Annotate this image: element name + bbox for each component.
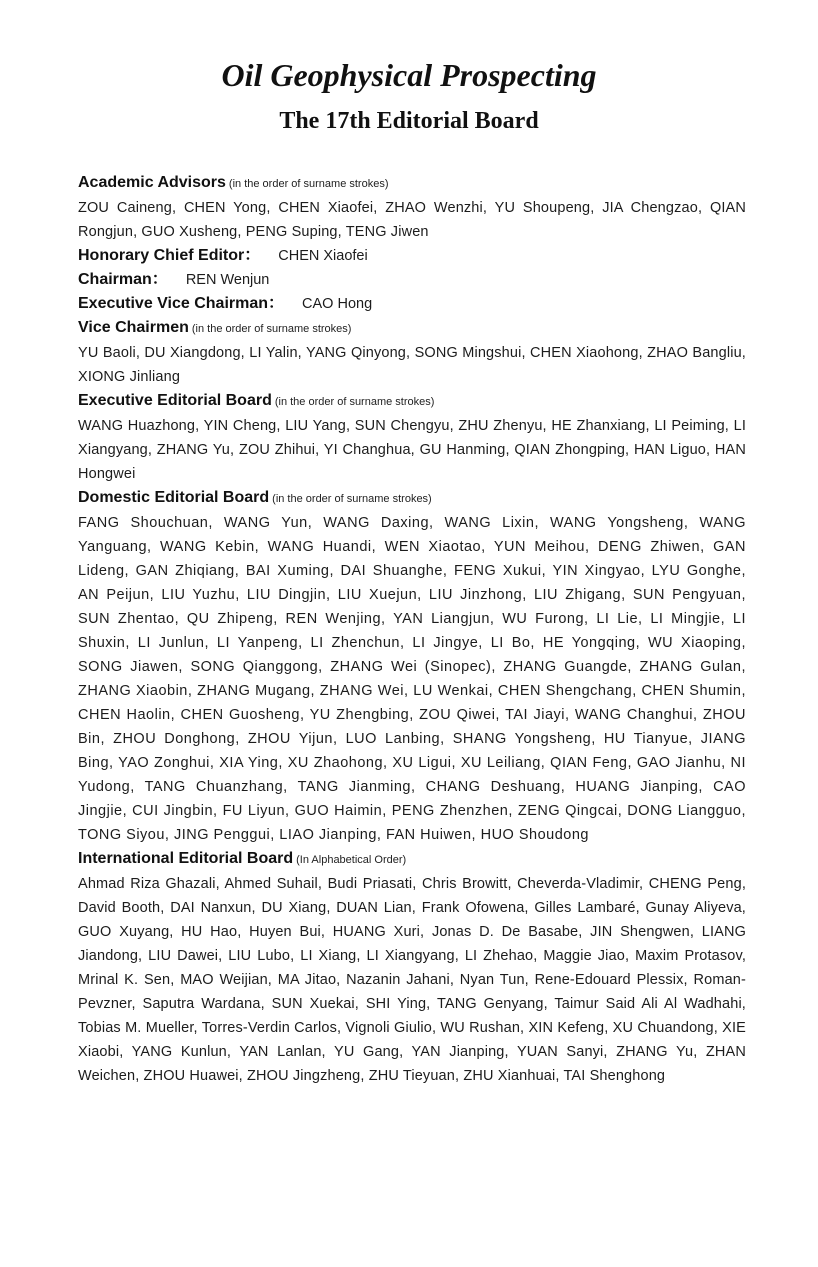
executive-editorial-board-heading: Executive Editorial Board [78,392,272,409]
domestic-editorial-board-note: (in the order of surname strokes) [272,493,432,505]
executive-vice-chairman-row [78,292,746,316]
academic-advisors-section [78,171,746,244]
international-editorial-board-note: (In Alphabetical Order) [296,854,407,866]
international-editorial-board-names: Ahmad Riza Ghazali, Ahmed Suhail, Budi Priasati, Chris Browitt, Cheverda-Vladimir, CHENG Peng, David Booth, DAI Nanxun, DU Xiang, DUAN Lian, Frank Ofowena, Gilles Lambaré, Gunay Aliyeva, GUO Xuyang, HU Hao, Huyen Bui, HUANG Xuri, Jonas D. De Basabe, JIN Shengwen, LIANG Jiandong, LIU Dawei, LIU Lubo, LI Xiang, LI Xiangyang, LI Zhehao, Maggie Jiao, Maxim Protasov, Mrinal K. Sen, MAO Weijian, MA Jitao, Nazanin Jahani, Nyan Tun, Rene-Edouard Plessix, Roman-Pevzner, Saputra Wardana, SUN Xuekai, SHI Ying, TANG Genyang, Taimur Said Ali Al Wadhahi, Tobias M. Mueller, Torres-Verdin Carlos, Vignoli Giulio, WU Rushan, XIN Kefeng, XU Chuandong, XIE Xiaobi, YANG Kunlun, YAN Lanlan, YU Gang, YAN Jianping, YUAN Sanyi, ZHANG Yu, ZHAN Weichen, ZHOU Huawei, ZHOU Jingzheng, ZHU Tieyuan, ZHU Xianhuai, TAI Shenghong [78,876,746,1084]
vice-chairmen-note: (in the order of surname strokes) [191,323,352,335]
journal-title: Oil Geophysical Prospecting [221,57,597,93]
honorary-chief-editor-row [78,244,746,268]
executive-vice-chairman-value: CAO Hong [302,296,373,312]
chairman-value: REN Wenjun [185,272,270,288]
vice-chairmen-names: YU Baoli, DU Xiangdong, LI Yalin, YANG Qinyong, SONG Mingshui, CHEN Xiaohong, ZHAO Bangliu, XIONG Jinliang [78,345,746,385]
executive-vice-chairman-label: Executive Vice Chairman： [78,295,285,312]
domestic-editorial-board-names: FANG Shouchuan, WANG Yun, WANG Daxing, WANG Lixin, WANG Yongsheng, WANG Yanguang, WANG Kebin, WANG Huandi, WEN Xiaotao, YUN Meihou, DENG Zhiwen, GAN Lideng, GAN Zhiqiang, BAI Xuming, DAI Shuanghe, FENG Xukui, YIN Xingyao, LYU Gonghe, AN Peijun, LIU Yuzhu, LIU Dingjin, LIU Xuejun, LIU Jinzhong, LIU Zhigang, SUN Pengyuan, SUN Zhentao, QU Zhipeng, REN Wenjing, YAN Liangjun, WU Furong, LI Lie, LI Mingjie, LI Shuxin, LI Junlun, LI Yanpeng, LI Zhenchun, LI Jingye, LI Bo, HE Yongqing, WU Xiaoping, SONG Jiawen, SONG Qianggong, ZHANG Wei (Sinopec), ZHANG Guangde, ZHANG Gulan, ZHANG Xiaobin, ZHANG Mugang, ZHANG Wei, LU Wenkai, CHEN Shengchang, CHEN Shumin, CHEN Haolin, CHEN Guosheng, YU Zhengbing, ZOU Qiwei, TAI Jiayi, WANG Changhui, ZHOU Bin, ZHOU Donghong, ZHOU Yijun, LUO Lanbing, SHANG Yongsheng, HU Tianyue, JIANG Bing, YAO Zonghui, XIA Ying, XU Zhaohong, XU Ligui, XU Leiliang, QIAN Feng, GAO Jianhu, NI Yudong, TANG Chuanzhang, TANG Jianming, CHANG Deshuang, HUANG Jianping, CAO Jingjie, CUI Jingbin, FU Liyun, GUO Haimin, PENG Zhenzhen, ZENG Qingcai, DONG Liangguo, TONG Siyou, JING Penggui, LIAO Jianping, FAN Huiwen, HUO Shoudong [78,515,746,843]
executive-editorial-board-names: WANG Huazhong, YIN Cheng, LIU Yang, SUN Chengyu, ZHU Zhenyu, HE Zhanxiang, LI Peiming, LI Xiangyang, ZHANG Yu, ZOU Zhihui, YI Changhua, GU Hanming, QIAN Zhongping, HAN Liguo, HAN Hongwei [78,418,746,482]
executive-editorial-board-note: (in the order of surname strokes) [274,396,435,408]
vice-chairmen-section [78,316,746,389]
executive-editorial-board-section [78,389,746,486]
academic-advisors-heading: Academic Advisors [78,174,226,191]
honorary-chief-editor-value: CHEN Xiaofei [278,248,368,264]
domestic-editorial-board-section [78,486,746,847]
board-title: The 17th Editorial Board [279,108,539,134]
domestic-editorial-board-heading: Domestic Editorial Board [78,489,270,506]
vice-chairmen-heading: Vice Chairmen [78,319,189,336]
international-editorial-board-section [78,847,746,1088]
chairman-row [78,268,746,292]
chairman-label: Chairman： [78,271,168,288]
academic-advisors-note: (in the order of surname strokes) [228,178,389,190]
academic-advisors-names: ZOU Caineng, CHEN Yong, CHEN Xiaofei, ZHAO Wenzhi, YU Shoupeng, JIA Chengzao, QIAN Rongjun, GUO Xusheng, PENG Suping, TENG Jiwen [78,200,746,240]
international-editorial-board-heading: International Editorial Board [78,850,294,867]
board-listing [78,171,746,1088]
honorary-chief-editor-label: Honorary Chief Editor： [78,247,261,264]
